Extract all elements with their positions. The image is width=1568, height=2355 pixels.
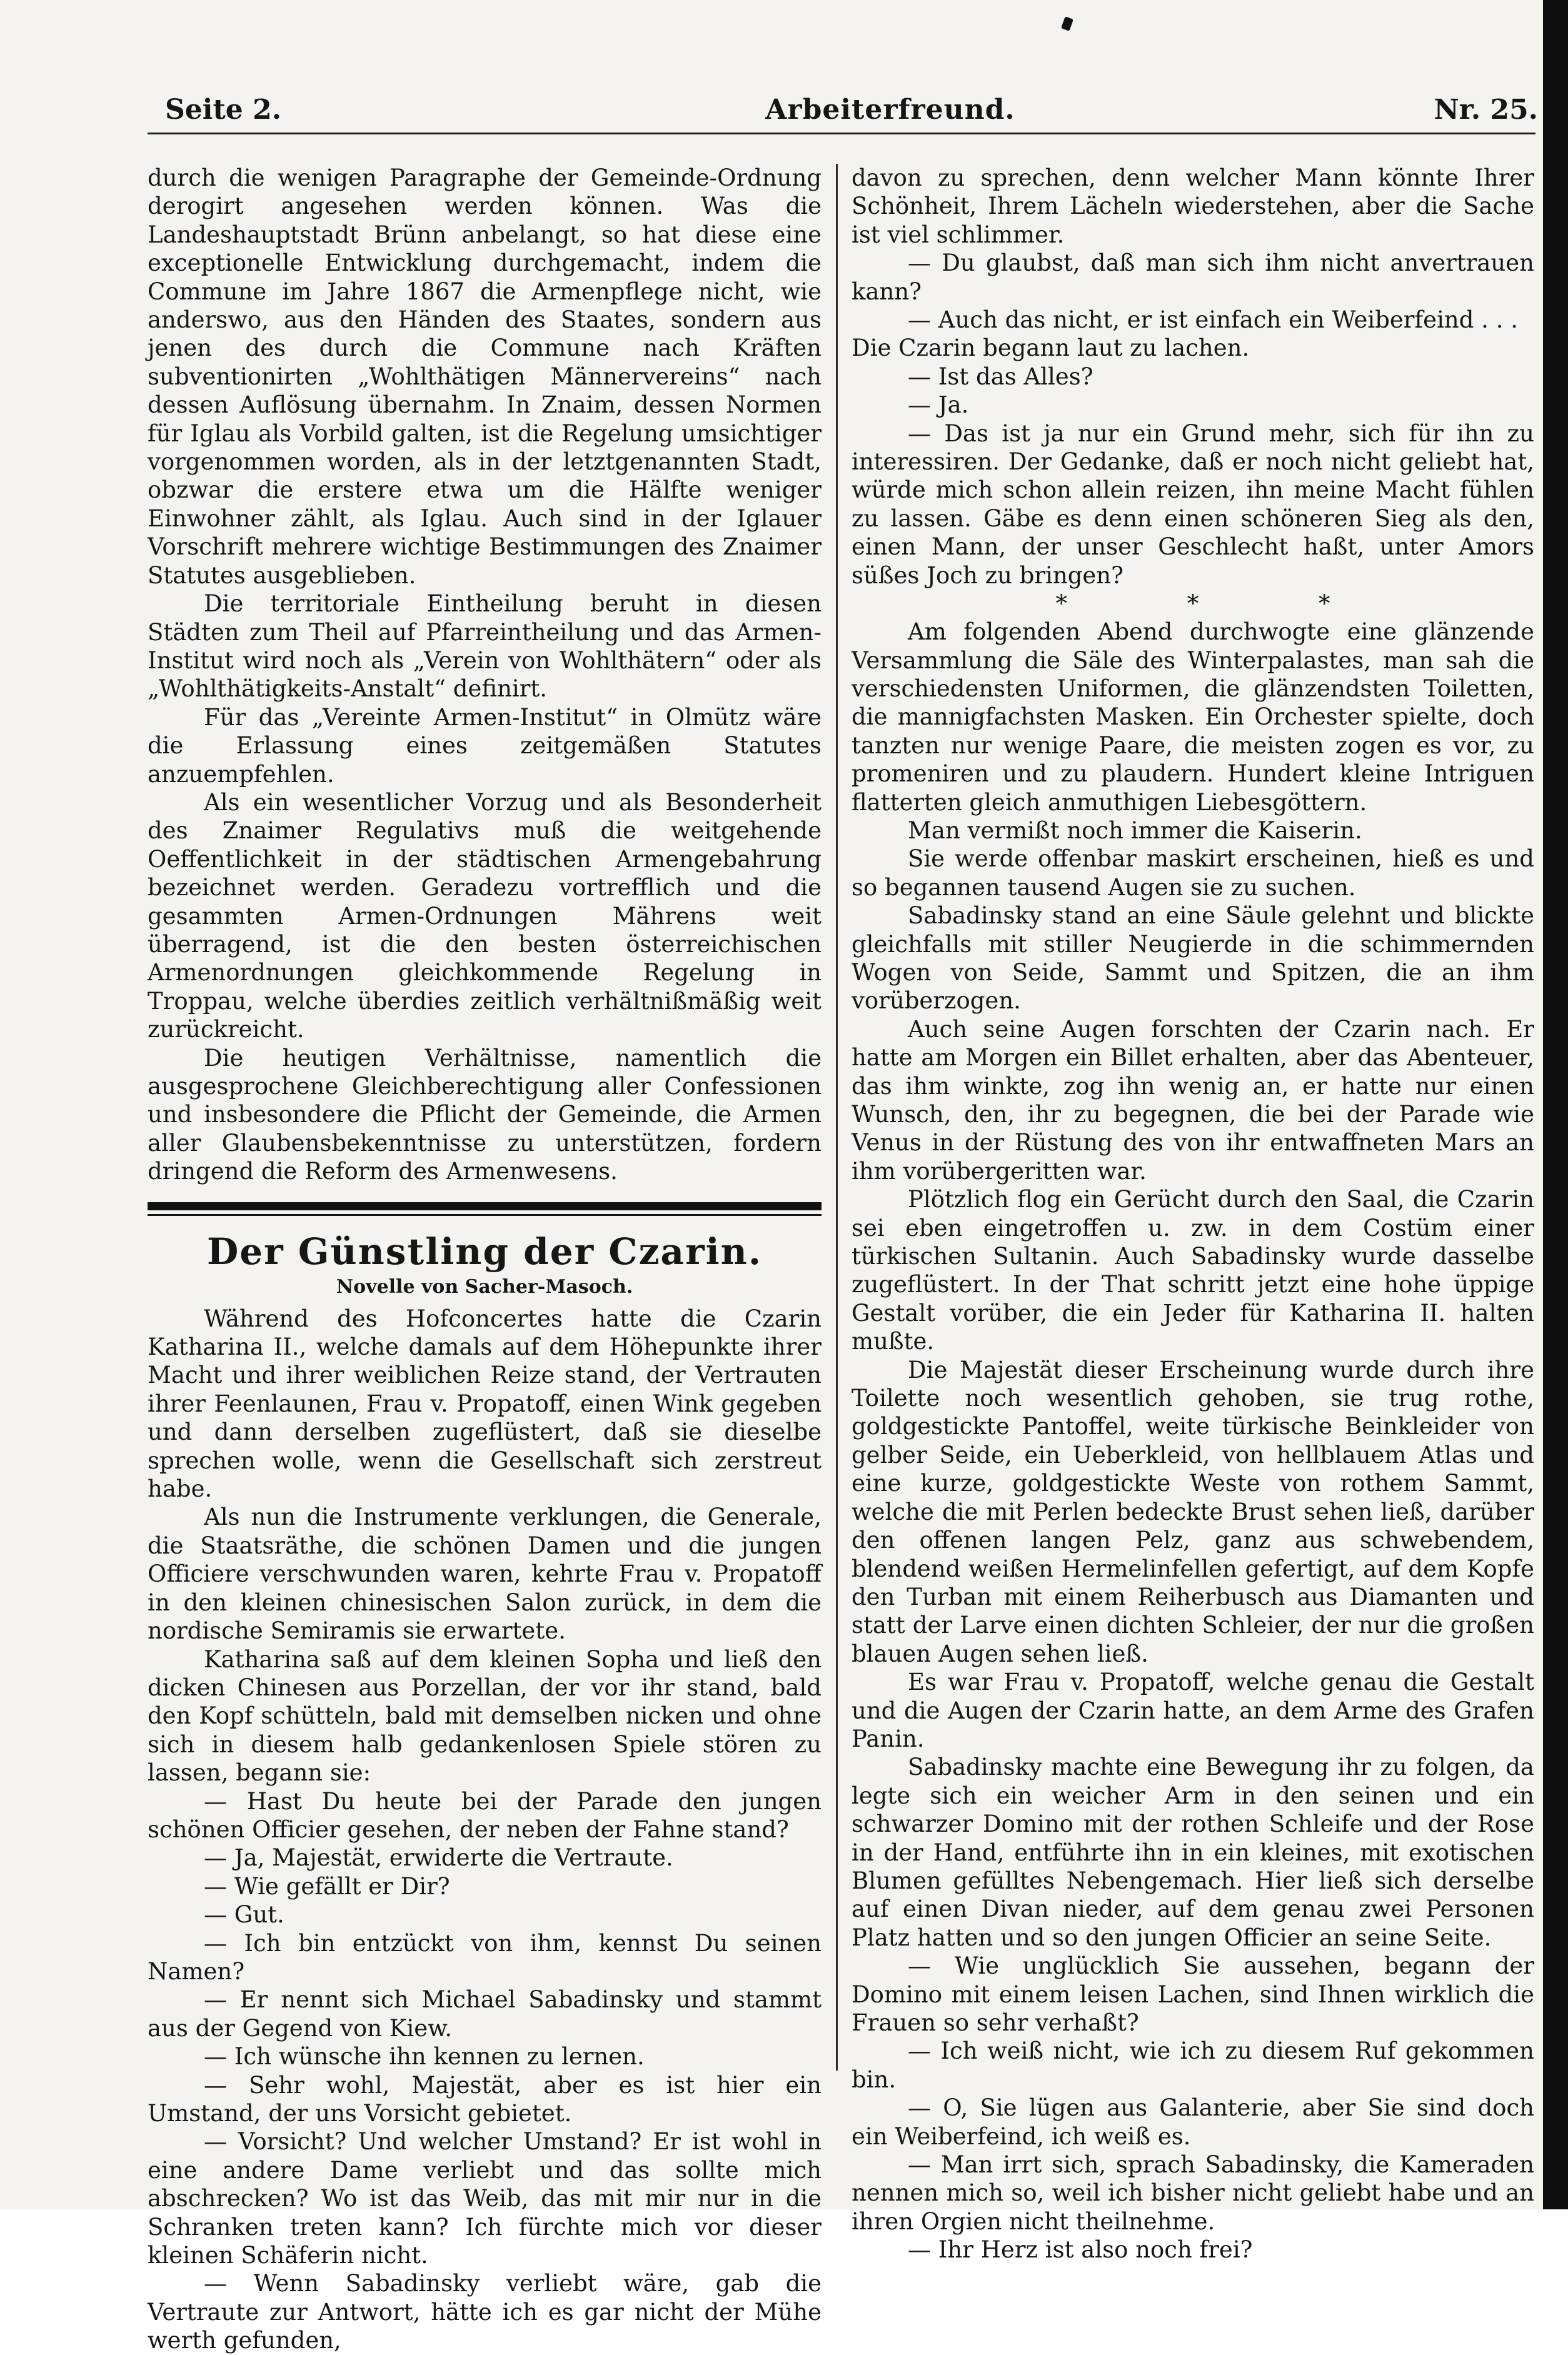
dialogue-line: — Ich wünsche ihn kennen zu lernen. <box>204 2043 645 2071</box>
section-divider-thick <box>148 1202 822 1210</box>
page-number: Seite 2. <box>165 94 282 126</box>
dialogue-line: — Sehr wohl, Majestät, aber es ist hier ein Umstand, der uns Vorsicht gebietet. <box>148 2071 822 2127</box>
header-rule <box>148 133 1535 134</box>
section-divider-thin <box>148 1214 822 1216</box>
page-header <box>165 94 1538 138</box>
dialogue-line: — Er nennt sich Michael Sabadinsky und stammt aus der Gegend von Kiew. <box>148 1986 822 2042</box>
newspaper-name: Arbeiterfreund. <box>765 94 1015 126</box>
dialogue-line: — Ich bin entzückt von ihm, kennst Du seinen Namen? <box>148 1929 822 1985</box>
right-column <box>852 164 1534 2264</box>
story-paragraph: Sabadinsky machte eine Bewegung ihr zu folgen, da legte sich ein weicher Arm in den seinen und ein schwarzer Domino mit der rothen Schleife und der Rose in der Hand, entführte ihn in ein kleines, mit exotischen Blumen gefülltes Nebengemach. Hier ließ sich derselbe auf einen Divan nieder, auf dem genau zwei Personen Platz hatten und so den jungen Officier an seine Seite. <box>852 1754 1534 1951</box>
story-subtitle: Novelle von Sacher-Masoch. <box>336 1275 633 1298</box>
column-divider <box>836 164 838 2071</box>
story-paragraph: Es war Frau v. Propatoff, welche genau die Gestalt und die Augen der Czarin hatte, an dem Arme des Grafen Panin. <box>852 1669 1534 1752</box>
article-paragraph: Für das „Vereinte Armen-Institut“ in Olmütz wäre die Erlassung eines zeitgemäßen Statutes anzuempfehlen. <box>148 703 822 788</box>
article-paragraph: Die territoriale Eintheilung beruht in diesen Städten zum Theil auf Pfarreintheilung und das Armen-Institut wird noch als „Verein von Wohlthätern“ oder als „Wohlthätigkeits-Anstalt“ definirt. <box>148 590 822 703</box>
section-break-stars: * * * <box>1055 590 1387 618</box>
story-paragraph: Auch seine Augen forschten der Czarin nach. Er hatte am Morgen ein Billet erhalten, aber das Abenteuer, das ihm winkte, zog ihn wenig an, er hatte nur einen Wunsch, den, ihr zu begegnen, die bei der Parade wie Venus in der Rüstung des von ihr entwaffneten Mars an ihm vorübergeritten war. <box>852 1015 1534 1185</box>
dialogue-line: — Wenn Sabadinsky verliebt wäre, gab die Vertraute zur Antwort, hätte ich es gar nicht der Mühe werth gefunden, <box>148 2270 822 2354</box>
dialogue-line: — Vorsicht? Und welcher Umstand? Er ist wohl in eine andere Dame verliebt und das sollte mich abschrecken? Wo ist das Weib, das mit mir nur in die Schranken treten kann? Ich fürchte mich vor dieser kleinen Schäferin nicht. <box>148 2128 822 2269</box>
story-paragraph: Man vermißt noch immer die Kaiserin. <box>908 816 1362 844</box>
dialogue-line: — Ist das Alles? <box>908 363 1093 390</box>
dialogue-line: — Gut. <box>204 1901 284 1929</box>
article-paragraph: Die heutigen Verhältnisse, namentlich die ausgesprochene Gleichberechtigung aller Confessionen und insbesondere die Pflicht der Gemeinde, die Armen aller Glaubensbekenntnisse zu unterstützen, fordern dringend die Reform des Armenwesens. <box>148 1044 822 1185</box>
issue-number: Nr. 25. <box>1434 94 1538 126</box>
dialogue-line: — Hast Du heute bei der Parade den jungen schönen Officier gesehen, der neben der Fahne stand? <box>148 1787 822 1843</box>
story-paragraph: Katharina saß auf dem kleinen Sopha und ließ den dicken Chinesen aus Porzellan, der vor ihr stand, bald den Kopf schütteln, bald mit demselben nicken und ohne sich in diesem halb gedankenlosen Spiele stören zu lassen, begann sie: <box>148 1645 822 1787</box>
dialogue-line: — Ihr Herz ist also noch frei? <box>908 2236 1253 2264</box>
story-paragraph: Während des Hofconcertes hatte die Czarin Katharina II., welche damals auf dem Höhepunkte ihrer Macht und ihrer weiblichen Reize stand, der Vertrauten ihrer Feenlaunen, Frau v. Propatoff, einen Wink gegeben und dann derselben zugeflüstert, daß sie dieselbe sprechen wolle, wenn die Gesellschaft sich zerstreut habe. <box>148 1305 822 1503</box>
ink-mark <box>1061 16 1073 31</box>
dialogue-line: — Wie gefällt er Dir? <box>204 1872 450 1900</box>
story-paragraph: Plötzlich flog ein Gerücht durch den Saal, die Czarin sei eben eingetroffen u. zw. in dem Costüm einer türkischen Sultanin. Auch Sabadinsky wurde dasselbe zugeflüstert. In der That schritt jetzt eine hohe üppige Gestalt vorüber, die ein Jeder für Katharina II. halten mußte. <box>852 1186 1534 1355</box>
story-paragraph: Sabadinsky stand an eine Säule gelehnt und blickte gleichfalls mit stiller Neugierde in die schimmernden Wogen von Seide, Sammt und Spitzen, die an ihm vorüberzogen. <box>852 902 1534 1015</box>
dialogue-line: — Wie unglücklich Sie aussehen, begann der Domino mit einem leisen Lachen, sind Ihnen wirklich die Frauen so sehr verhaßt? <box>852 1952 1534 2036</box>
dialogue-line: — Auch das nicht, er ist einfach ein Weiberfeind . . . <box>908 306 1518 334</box>
dialogue-line: — Man irrt sich, sprach Sabadinsky, die Kameraden nennen mich so, weil ich bisher nicht geliebt habe und an ihren Orgien nicht theilnehme. <box>852 2151 1534 2235</box>
dialogue-line: — O, Sie lügen aus Galanterie, aber Sie sind doch ein Weiberfeind, ich weiß es. <box>852 2094 1534 2150</box>
dialogue-line: — Ich weiß nicht, wie ich zu diesem Ruf gekommen bin. <box>852 2037 1534 2093</box>
story-paragraph: Als nun die Instrumente verklungen, die Generale, die Staatsräthe, die schönen Damen und die jungen Officiere verschwunden waren, kehrte Frau v. Propatoff in den kleinen chinesischen Salon zurück, in dem die nordische Semiramis sie erwartete. <box>148 1504 822 1645</box>
dialogue-line: — Das ist ja nur ein Grund mehr, sich für ihn zu interessiren. Der Gedanke, daß er noch nicht geliebt hat, würde mich schon allein reizen, ihn meine Macht fühlen zu lassen. Gäbe es denn einen schöneren Sieg als den, einen Mann, der unser Geschlecht haßt, unter Amors süßes Joch zu bringen? <box>852 419 1534 589</box>
story-paragraph: Die Majestät dieser Erscheinung wurde durch ihre Toilette noch wesentlich gehoben, sie trug rothe, goldgestickte Pantoffel, weite türkische Beinkleider von gelber Seide, ein Ueberkleid, von hellblauem Atlas und eine kurze, goldgestickte Weste von rothem Sammt, welche die mit Perlen bedeckte Brust sehen ließ, darüber den offenen langen Pelz, ganz aus schwebendem, blendend weißen Hermelinfellen gefertigt, auf dem Kopfe den Turban mit einem Reiherbusch aus Diamanten und statt der Larve einen dichten Schleier, der nur die großen blauen Augen sehen ließ. <box>852 1356 1534 1667</box>
left-column <box>148 164 822 2355</box>
story-paragraph: Die Czarin begann laut zu lachen. <box>852 334 1250 362</box>
dialogue-line: — Du glaubst, daß man sich ihm nicht anvertrauen kann? <box>852 249 1534 305</box>
article-paragraph: durch die wenigen Paragraphe der Gemeinde-Ordnung derogirt angesehen werden können. Was die Landeshauptstadt Brünn anbelangt, so hat diese eine exceptionelle Entwicklung durchgemacht, indem die Commune im Jahre 1867 die Armenpflege nicht, wie anderswo, aus den Händen des Staates, sondern aus jenen des durch die Commune nach Kräften subventionirten „Wohlthätigen Männervereins“ nach dessen Auflösung übernahm. In Znaim, dessen Normen für Iglau als Vorbild galten, ist die Regelung umsichtiger vorgenommen worden, als in der letztgenannten Stadt, obzwar die erstere etwa um die Hälfte weniger Einwohner zählt, als Iglau. Auch sind in der Iglauer Vorschrift mehrere wichtige Bestimmungen des Znaimer Statutes ausgeblieben. <box>148 164 822 589</box>
scan-border <box>1543 0 1568 2224</box>
story-paragraph: Sie werde offenbar maskirt erscheinen, hieß es und so begannen tausend Augen sie zu suchen. <box>852 845 1534 901</box>
story-title: Der Günstling der Czarin. <box>206 1230 763 1273</box>
dialogue-line: — Ja. <box>908 391 969 419</box>
story-paragraph: davon zu sprechen, denn welcher Mann könnte Ihrer Schönheit, Ihrem Lächeln wiederstehen, aber die Sache ist viel schlimmer. <box>852 164 1534 248</box>
dialogue-line: — Ja, Majestät, erwiderte die Vertraute. <box>204 1844 673 1872</box>
article-paragraph: Als ein wesentlicher Vorzug und als Besonderheit des Znaimer Regulativs muß die weitgehende Oeffentlichkeit in der städtischen Armengebahrung bezeichnet werden. Geradezu vortrefflich und die gesammten Armen-Ordnungen Mährens weit überragend, ist die den besten österreichischen Armenordnungen gleichkommende Regelung in Troppau, welche überdies zeitlich verhältnißmäßig weit zurückreicht. <box>148 788 822 1043</box>
story-paragraph: Am folgenden Abend durchwogte eine glänzende Versammlung die Säle des Winterpalastes, man sah die verschiedensten Uniformen, die glänzendsten Toiletten, die mannigfachsten Masken. Ein Orchester spielte, doch tanzten nur wenige Paare, die meisten zogen es vor, zu promeniren und zu plaudern. Hundert kleine Intriguen flatterten gleich anmuthigen Liebesgöttern. <box>852 618 1534 816</box>
